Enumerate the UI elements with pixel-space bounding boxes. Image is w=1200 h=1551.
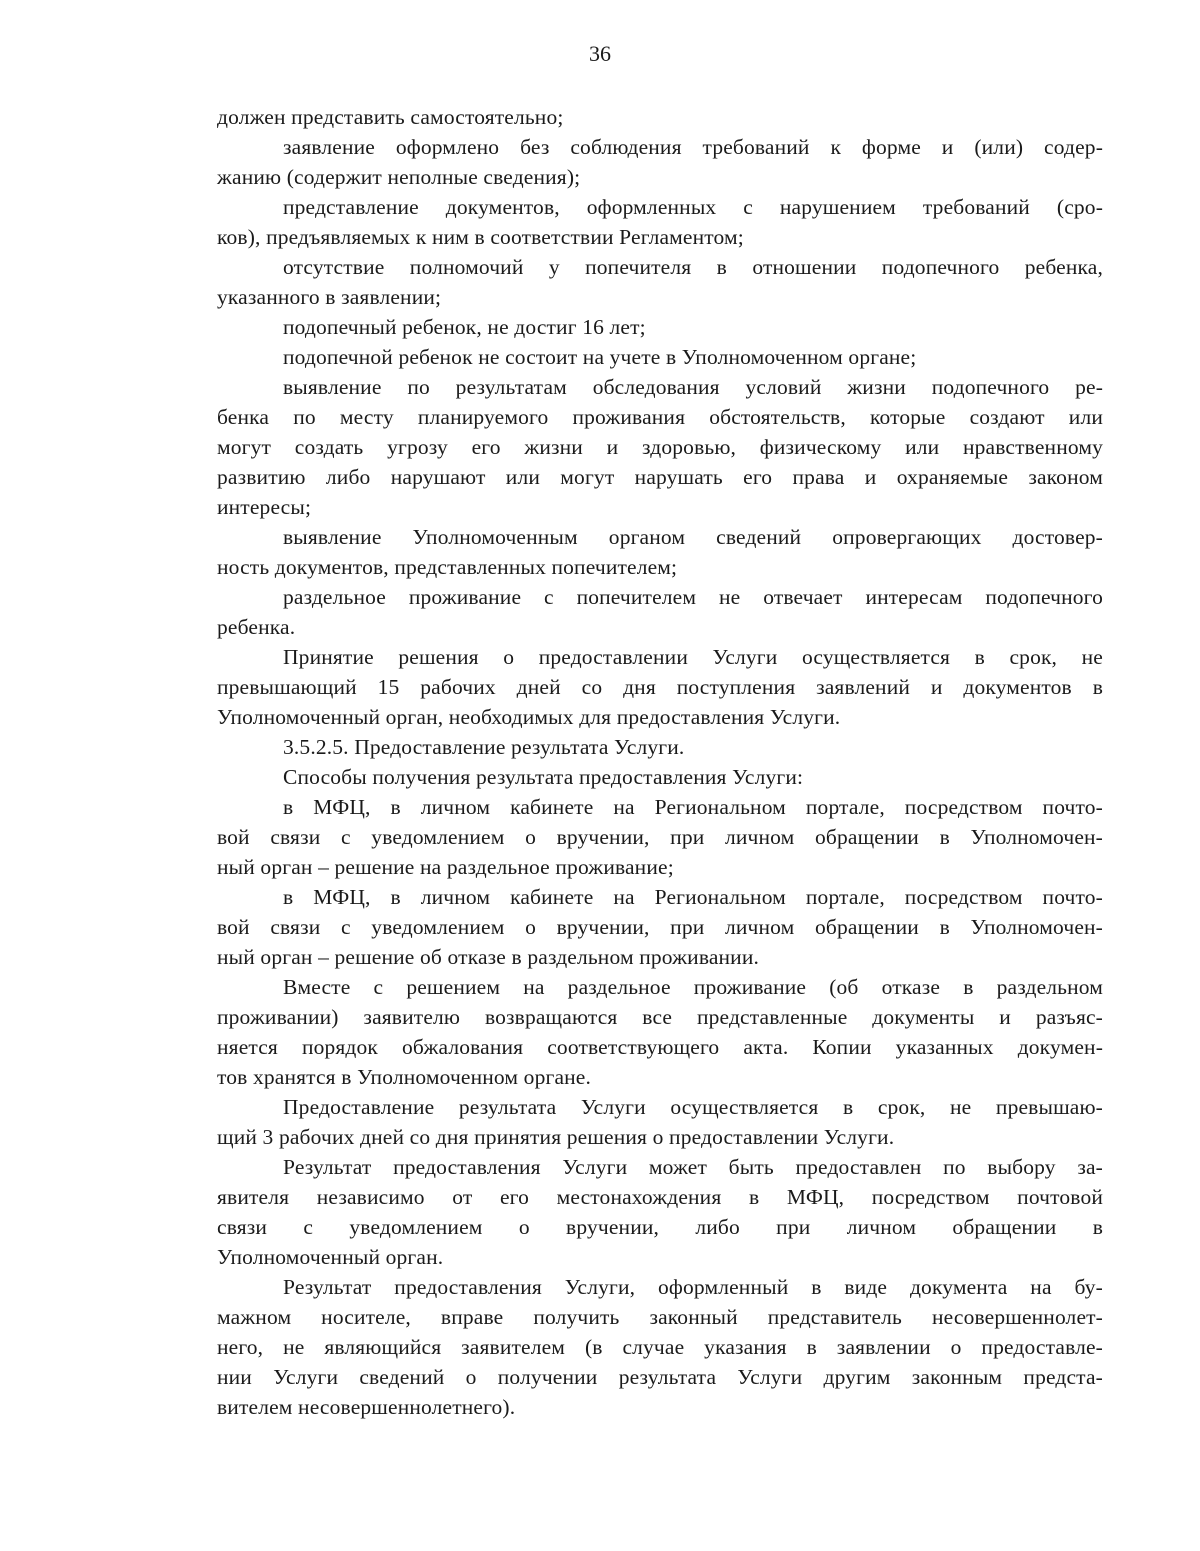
text-line: могут создать угрозу его жизни и здоровью, физическому или нравственному	[217, 435, 1103, 459]
text-line: вой связи с уведомлением о вручении, при личном обращении в Уполномочен-	[217, 915, 1103, 939]
text-line: Вместе с решением на раздельное проживание (об отказе в раздельном	[283, 975, 1103, 999]
text-line: ный орган – решение на раздельное проживание;	[217, 855, 674, 879]
text-line: щий 3 рабочих дней со дня принятия решения о предоставлении Услуги.	[217, 1125, 895, 1149]
text-line: превышающий 15 рабочих дней со дня поступления заявлений и документов в	[217, 675, 1103, 699]
text-line: заявление оформлено без соблюдения требований к форме и (или) содер-	[283, 135, 1103, 159]
text-line: Уполномоченный орган, необходимых для предоставления Услуги.	[217, 705, 841, 729]
text-line: выявление по результатам обследования условий жизни подопечного ре-	[283, 375, 1103, 399]
text-line: вой связи с уведомлением о вручении, при личном обращении в Уполномочен-	[217, 825, 1103, 849]
text-line: явителя независимо от его местонахождения в МФЦ, посредством почтовой	[217, 1185, 1103, 1209]
text-line: тов хранятся в Уполномоченном органе.	[217, 1065, 592, 1089]
text-line: представление документов, оформленных с нарушением требований (сро-	[283, 195, 1103, 219]
text-line: интересы;	[217, 495, 312, 519]
text-line: отсутствие полномочий у попечителя в отношении подопечного ребенка,	[283, 255, 1103, 279]
text-line: указанного в заявлении;	[217, 285, 442, 309]
text-line: Уполномоченный орган.	[217, 1245, 444, 1269]
text-line: Принятие решения о предоставлении Услуги осуществляется в срок, не	[283, 645, 1103, 669]
text-line: проживании) заявителю возвращаются все представленные документы и разъяс-	[217, 1005, 1103, 1029]
text-line: жанию (содержит неполные сведения);	[217, 165, 581, 189]
text-line: в МФЦ, в личном кабинете на Региональном портале, посредством почто-	[283, 885, 1103, 909]
text-line: вителем несовершеннолетнего).	[217, 1395, 516, 1419]
text-line: ребенка.	[217, 615, 296, 639]
text-line: ков), предъявляемых к ним в соответствии Регламентом;	[217, 225, 744, 249]
page-number: 36	[589, 41, 611, 66]
text-line: няется порядок обжалования соответствующего акта. Копии указанных докумен-	[217, 1035, 1103, 1059]
document-body	[217, 102, 1103, 1422]
text-line: связи с уведомлением о вручении, либо при личном обращении в	[217, 1215, 1103, 1239]
text-line: него, не являющийся заявителем (в случае указания в заявлении о предоставле-	[217, 1335, 1103, 1359]
text-line: ный орган – решение об отказе в раздельном проживании.	[217, 945, 760, 969]
text-line: в МФЦ, в личном кабинете на Региональном портале, посредством почто-	[283, 795, 1103, 819]
text-line: 3.5.2.5. Предоставление результата Услуги.	[283, 735, 685, 759]
text-line: должен представить самостоятельно;	[217, 105, 564, 129]
text-line: подопечный ребенок, не достиг 16 лет;	[283, 315, 646, 339]
text-line: нии Услуги сведений о получении результата Услуги другим законным предста-	[217, 1365, 1103, 1389]
text-line: Результат предоставления Услуги может быть предоставлен по выбору за-	[283, 1155, 1103, 1179]
text-line: раздельное проживание с попечителем не отвечает интересам подопечного	[283, 585, 1103, 609]
text-line: бенка по месту планируемого проживания обстоятельств, которые создают или	[217, 405, 1103, 429]
text-line: ность документов, представленных попечителем;	[217, 555, 678, 579]
text-line: Предоставление результата Услуги осуществляется в срок, не превышаю-	[283, 1095, 1103, 1119]
text-line: Способы получения результата предоставления Услуги:	[283, 765, 804, 789]
text-line: мажном носителе, вправе получить законный представитель несовершеннолет-	[217, 1305, 1103, 1329]
text-line: подопечной ребенок не состоит на учете в Уполномоченном органе;	[283, 345, 917, 369]
text-line: Результат предоставления Услуги, оформленный в виде документа на бу-	[283, 1275, 1103, 1299]
text-line: развитию либо нарушают или могут нарушать его права и охраняемые законом	[217, 465, 1103, 489]
text-line: выявление Уполномоченным органом сведений опровергающих достовер-	[283, 525, 1103, 549]
